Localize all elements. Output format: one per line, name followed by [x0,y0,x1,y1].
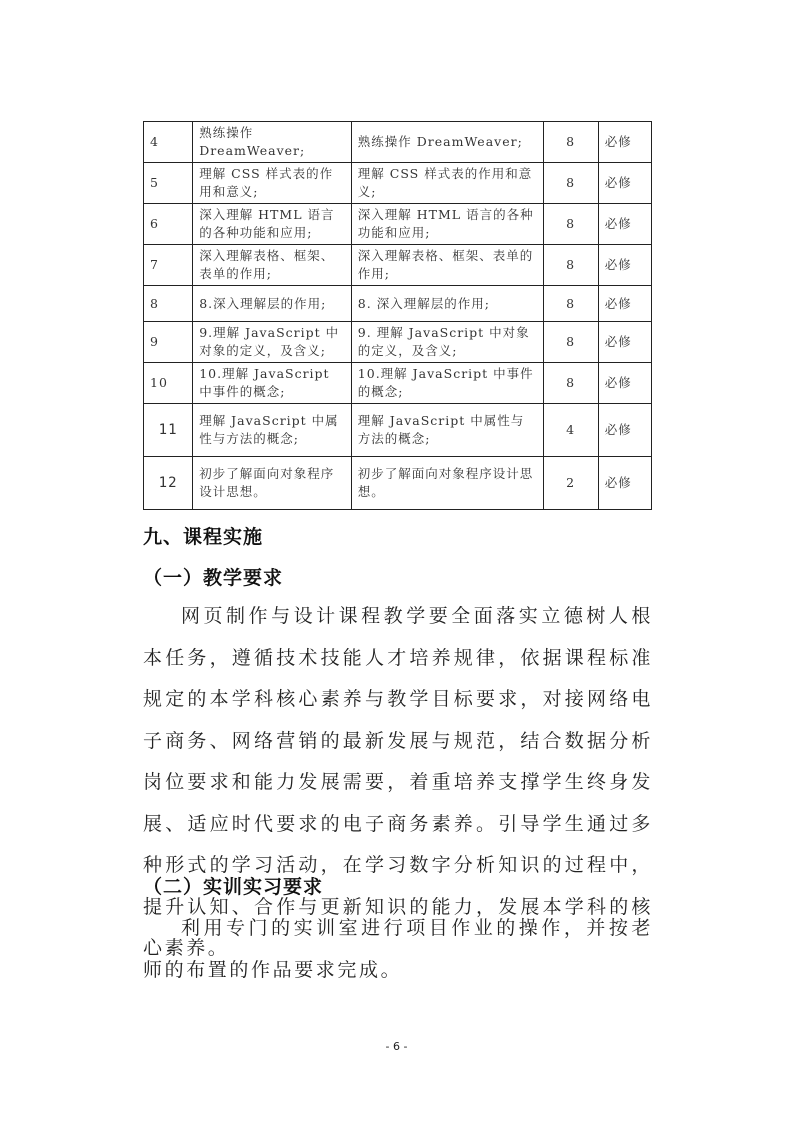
requirement-cell: 理解 CSS 样式表的作用和意义; [351,163,543,204]
requirement-cell: 10.理解 JavaScript 中事件的概念; [351,363,543,404]
hours-cell: 8 [543,204,598,245]
teaching-requirements-paragraph: 网页制作与设计课程教学要全面落实立德树人根本任务，遵循技术技能人才培养规律，依据课程标准规定的本学科核心素养与教学目标要求，对接网络电子商务、网络营销的最新发展与规范，结合数据分析岗位要求和能力发展需要，着重培养支撑学生终身发展、适应时代要求的电子商务素养。引导学生通过多种形式的学习活动，在学习数字分析知识的过程中，提升认知、合作与更新知识的能力，发展本学科的核心素养。 [143,605,653,959]
hours-cell: 2 [543,457,598,510]
requirement-cell: 深入理解表格、框架、表单的作用; [351,245,543,286]
table-row [144,122,652,163]
type-cell: 必修 [598,204,651,245]
type-cell: 必修 [598,245,651,286]
type-cell: 必修 [598,404,651,457]
type-cell: 必修 [598,457,651,510]
row-number: 7 [144,245,193,286]
hours-cell: 8 [543,245,598,286]
row-number: 12 [144,457,193,510]
row-number: 11 [144,404,193,457]
hours-cell: 8 [543,163,598,204]
row-number: 9 [144,322,193,363]
hours-cell: 8 [543,363,598,404]
table-row [144,457,652,510]
subsection-heading-teaching: （一）教学要求 [143,567,284,589]
content-cell: 9.理解 JavaScript 中对象的定义，及含义; [193,322,352,363]
table-row [144,245,652,286]
content-cell: 初步了解面向对象程序设计思想。 [193,457,352,510]
content-cell: 理解 JavaScript 中属性与方法的概念; [193,404,352,457]
table-row [144,363,652,404]
content-cell: 8.深入理解层的作用; [193,286,352,322]
content-cell: 深入理解表格、框架、表单的作用; [193,245,352,286]
requirement-cell: 初步了解面向对象程序设计思想。 [351,457,543,510]
training-requirements-paragraph: 利用专门的实训室进行项目作业的操作，并按老师的布置的作品要求完成。 [143,917,653,981]
hours-cell: 8 [543,286,598,322]
type-cell: 必修 [598,286,651,322]
table-row [144,163,652,204]
requirement-cell: 熟练操作 DreamWeaver; [351,122,543,163]
requirement-cell: 理解 JavaScript 中属性与方法的概念; [351,404,543,457]
row-number: 4 [144,122,193,163]
content-cell: 理解 CSS 样式表的作用和意义; [193,163,352,204]
hours-cell: 8 [543,122,598,163]
subsection-heading-training: （二）实训实习要求 [143,876,324,898]
table-row [144,204,652,245]
row-number: 8 [144,286,193,322]
requirement-cell: 9. 理解 JavaScript 中对象的定义，及含义; [351,322,543,363]
hours-cell: 4 [543,404,598,457]
type-cell: 必修 [598,163,651,204]
type-cell: 必修 [598,363,651,404]
requirement-cell: 8. 深入理解层的作用; [351,286,543,322]
row-number: 6 [144,204,193,245]
type-cell: 必修 [598,322,651,363]
table-row [144,404,652,457]
requirement-cell: 深入理解 HTML 语言的各种功能和应用; [351,204,543,245]
course-content-table [143,121,652,510]
row-number: 5 [144,163,193,204]
content-cell: 10.理解 JavaScript 中事件的概念; [193,363,352,404]
hours-cell: 8 [543,322,598,363]
content-cell: 深入理解 HTML 语言的各种功能和应用; [193,204,352,245]
page-number: - 6 - [385,1040,408,1053]
content-cell: 熟练操作 DreamWeaver; [193,122,352,163]
row-number: 10 [144,363,193,404]
table-row [144,286,652,322]
table-row [144,322,652,363]
section-heading: 九、课程实施 [143,526,264,548]
type-cell: 必修 [598,122,651,163]
